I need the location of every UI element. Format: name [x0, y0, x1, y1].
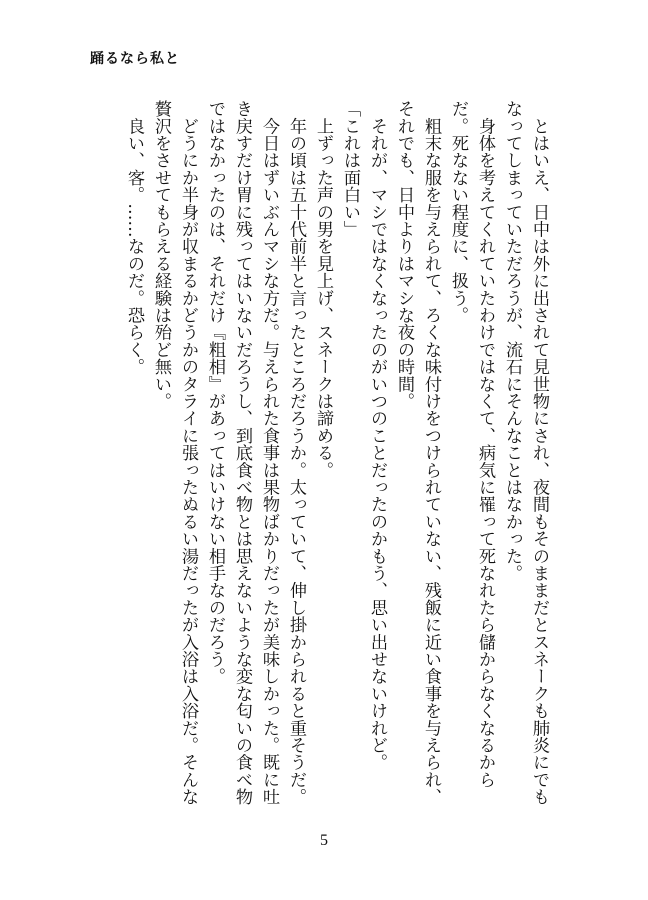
paragraph: 身体を考えてくれていたわけではなくて、病気に罹って死なれたら儲からなくなるからだ。死なない程度に、扱う。 — [448, 100, 495, 788]
running-title: 踊るなら私と — [90, 51, 180, 67]
paragraph: 良い、客。……なのだ。恐らく。 — [124, 100, 144, 376]
paragraph: 粗末な服を与えられて、ろくな味付けをつけられていない、残飯に近い食事を与えられ、それでも、日中よりはマシな夜の時間。 — [394, 100, 441, 806]
paragraph: どうにか半身が収まるかどうかのタライに張ったぬるい湯だったが入浴は入浴だ。そんな贅沢をさせてもらえる経験は殆ど無い。 — [151, 100, 198, 806]
paragraph: 年の頃は五十代前半と言ったところだろうか。太っていて、伸し掛かられると重そうだ。 — [286, 100, 306, 806]
body-text — [120, 100, 552, 810]
paragraph: 上ずった声の男を見上げ、スネークは諦める。 — [313, 100, 333, 479]
page-number: 5 — [320, 832, 328, 849]
paragraph: とはいえ、日中は外に出されて見世物にされ、夜間もそのままだとスネークも肺炎にでもなってしまっていただろうが、流石にそんなことはなかった。 — [502, 100, 549, 806]
dialogue-line: 「これは面白い」 — [340, 100, 360, 238]
paragraph: それが、マシではなくなったのがいつのことだったのかもう、思い出せないけれど。 — [367, 100, 387, 771]
paragraph: 今日はずいぶんマシな方だ。与えられた食事は果物ばかりだったが美味しかった。既に吐き戻すだけ胃に残ってはいないだろうし、到底食べ物とは思えないような変な匂いの食べ物ではなかったのは、それだけ『粗相』があってはいけない相手なのだろう。 — [205, 100, 279, 806]
